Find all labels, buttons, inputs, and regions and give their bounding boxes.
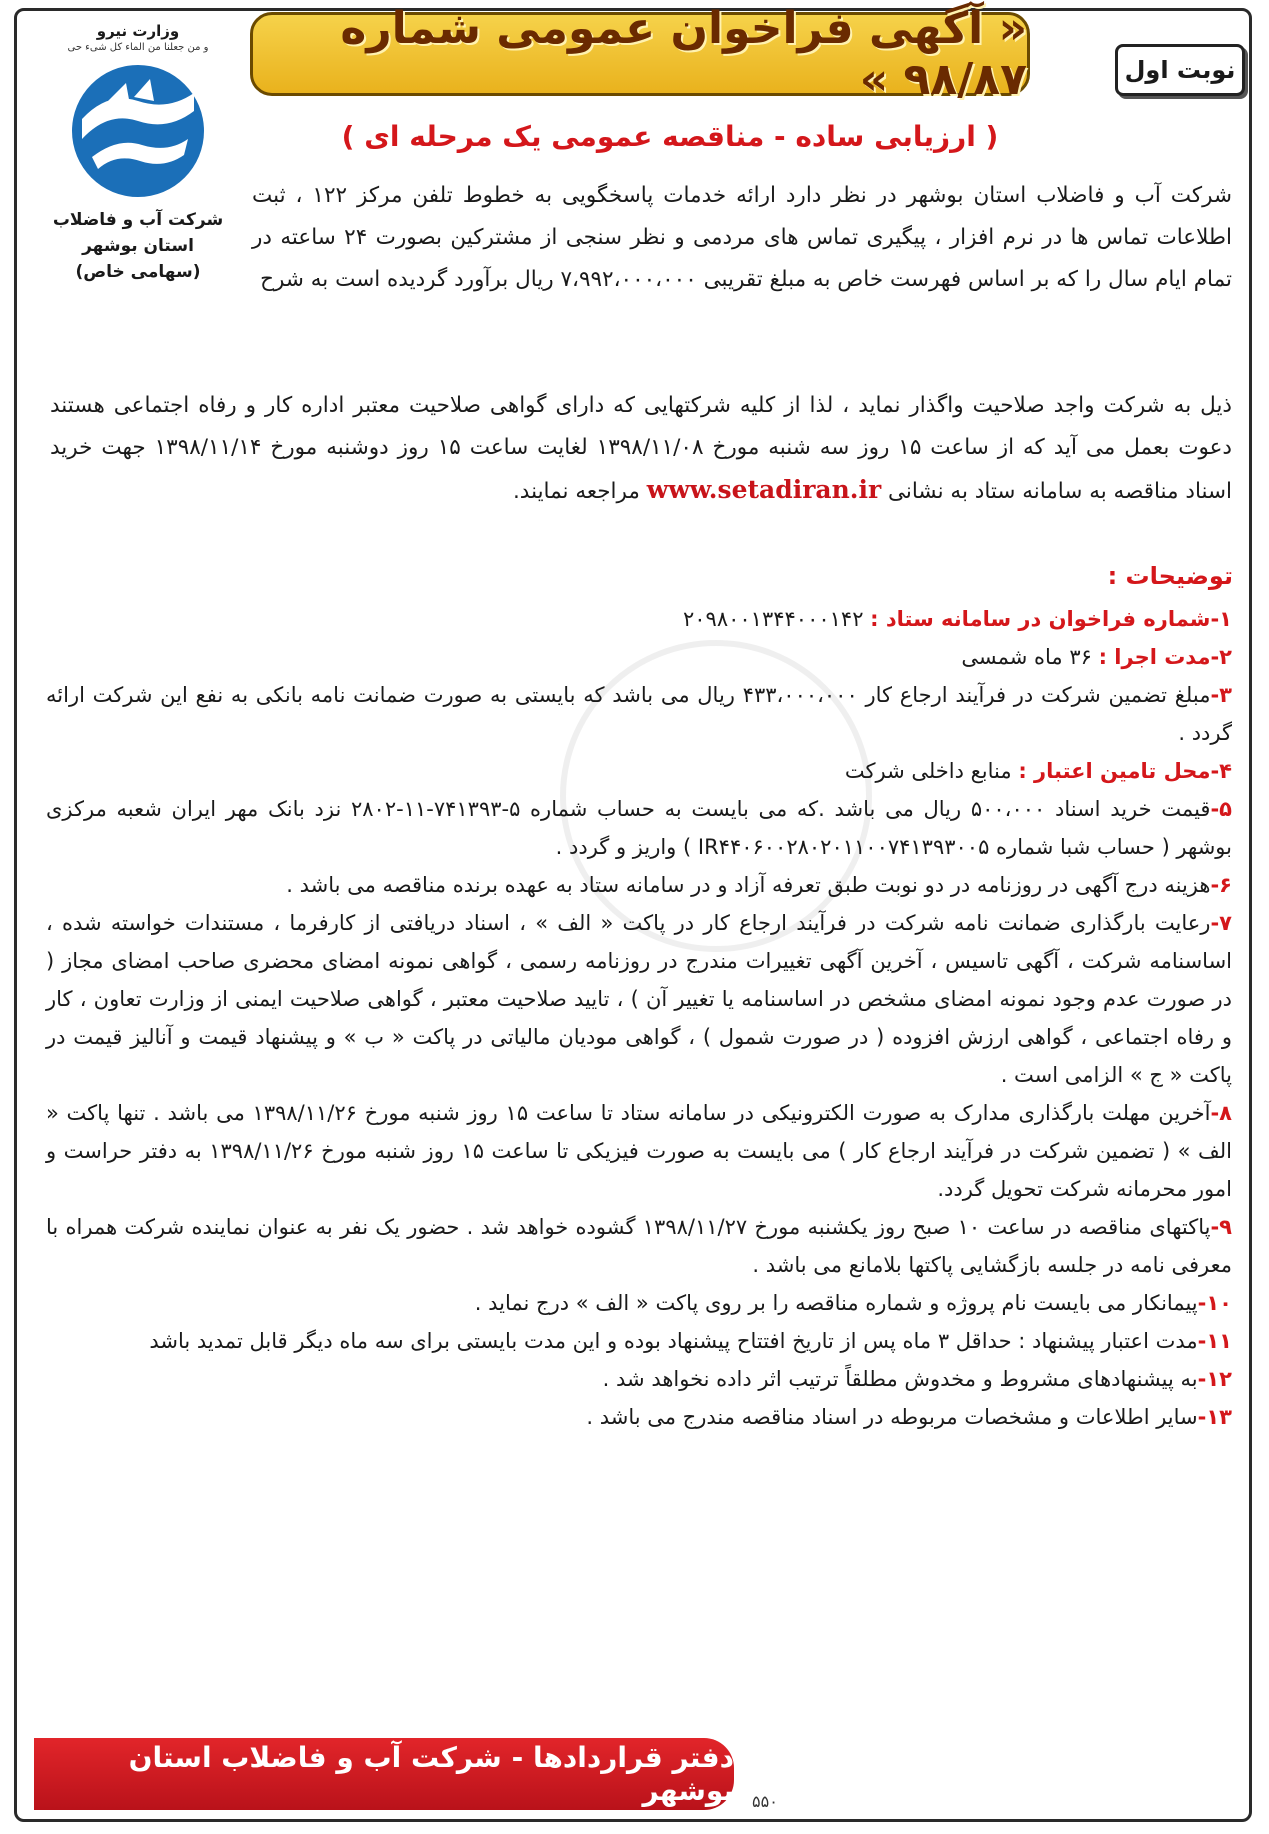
note-number: ۲- <box>1210 645 1232 669</box>
note-number: ۴- <box>1210 759 1232 783</box>
note-text: سایر اطلاعات و مشخصات مربوطه در اسناد مناقصه مندرج می باشد . <box>586 1405 1198 1429</box>
note-text: قیمت خرید اسناد ۵۰۰،۰۰۰ ریال می باشد .که می بایست به حساب شماره ۵-۷۴۱۳۹۳-۱۱-۲۸۰۲ نزد بانک مهر ایران شعبه مرکزی بوشهر ( حساب شبا شماره IR۴۴۰۶۰۰۲۸۰۲۰۱۱۰۰۷۴۱۳۹۳۰۰۵ ) واریز و گردد . <box>46 797 1232 859</box>
note-number: ۶- <box>1210 873 1232 897</box>
company-name-line3: (سهامی خاص) <box>75 262 201 282</box>
notes-heading: توضیحات : <box>1107 562 1233 590</box>
note-label: شماره فراخوان در سامانه ستاد : <box>870 607 1211 631</box>
page-number: ۵۵۰ <box>752 1792 778 1811</box>
intro-body: ذیل به شرکت واجد صلاحیت واگذار نماید ، لذا از کلیه شرکتهایی که دارای گواهی صلاحیت معتبر اداره کار و رفاه اجتماعی هستند دعوت بعمل می آید که از ساعت ۱۵ روز سه شنبه مورخ ۱۳۹۸/۱۱/۰۸ لغایت ساعت ۱۵ روز دوشنبه مورخ ۱۳۹۸/۱۱/۱۴ جهت خرید اسناد مناقصه به سامانه ستاد به نشانی <box>50 393 1232 504</box>
tender-subtitle: ( ارزیابی ساده - مناقصه عمومی یک مرحله ای ) <box>341 120 999 153</box>
note-number: ۷- <box>1210 911 1232 935</box>
note-text: به پیشنهادهای مشروط و مخدوش مطلقاً ترتیب اثر داده نخواهد شد . <box>602 1367 1198 1391</box>
note-item-9 <box>46 1208 1232 1284</box>
note-number: ۹- <box>1210 1215 1232 1239</box>
company-name-line1: شرکت آب و فاضلاب <box>52 210 224 230</box>
note-item-2 <box>46 638 1232 676</box>
intro-paragraph-2 <box>50 385 1232 513</box>
note-text: مدت اعتبار پیشنهاد : حداقل ۳ ماه پس از تاریخ افتتاح پیشنهاد بوده و این مدت بایستی برای سه ماه دیگر قابل تمدید باشد <box>149 1329 1198 1353</box>
water-company-logo-icon <box>68 61 208 201</box>
note-item-6 <box>46 866 1232 904</box>
footer-bar <box>34 1738 734 1810</box>
round-label: نوبت اول <box>1124 56 1236 84</box>
setadiran-link[interactable]: www.setadiran.ir <box>646 475 882 504</box>
page-title: « آگهی فراخوان عمومی شماره ۹۸/۸۷ » <box>340 3 1027 105</box>
note-label: مدت اجرا : <box>1098 645 1211 669</box>
note-item-11 <box>46 1322 1232 1360</box>
note-number: ۱۰- <box>1197 1291 1232 1315</box>
company-logo-block <box>38 22 238 352</box>
note-number: ۱- <box>1210 607 1232 631</box>
note-item-13 <box>46 1398 1232 1436</box>
note-item-1 <box>46 600 1232 638</box>
note-item-5 <box>46 790 1232 866</box>
note-item-3 <box>46 676 1232 752</box>
note-text: ۲۰۹۸۰۰۱۳۴۴۰۰۰۱۴۲ <box>683 607 871 631</box>
title-banner <box>250 3 1030 105</box>
ministry-name: وزارت نیرو <box>96 22 180 40</box>
note-text: پاکتهای مناقصه در ساعت ۱۰ صبح روز یکشنبه مورخ ۱۳۹۸/۱۱/۲۷ گشوده خواهد شد . حضور یک نفر به عنوان نماینده شرکت همراه با معرفی نامه در جلسه بازگشایی پاکتها بلامانع می باشد . <box>46 1215 1232 1277</box>
note-number: ۳- <box>1210 683 1232 707</box>
note-text: مبلغ تضمین شرکت در فرآیند ارجاع کار ۴۳۳،۰۰۰،۰۰۰ ریال می باشد که بایستی به صورت ضمانت نامه بانکی به نفع این شرکت ارائه گردد . <box>46 683 1232 745</box>
note-number: ۵- <box>1210 797 1232 821</box>
notes-list <box>46 600 1232 1436</box>
note-number: ۸- <box>1210 1101 1232 1125</box>
note-text: آخرین مهلت بارگذاری مدارک به صورت الکترونیکی در سامانه ستاد تا ساعت ۱۵ روز شنبه مورخ ۱۳۹۸/۱۱/۲۶ می باشد . تنها پاکت « الف » ( تضمین شرکت در فرآیند ارجاع کار ) می بایست به صورت فیزیکی تا ساعت ۱۵ روز شنبه مورخ ۱۳۹۸/۱۱/۲۶ به دفتر حراست و امور محرمانه شرکت تحویل گردد. <box>46 1101 1232 1201</box>
note-label: محل تامین اعتبار : <box>1018 759 1211 783</box>
company-name-line2: استان بوشهر <box>82 236 194 256</box>
note-item-8 <box>46 1094 1232 1208</box>
note-item-10 <box>46 1284 1232 1322</box>
intro-tail: مراجعه نمایند. <box>512 479 640 504</box>
note-text: رعایت بارگذاری ضمانت نامه شرکت در فرآیند ارجاع کار در پاکت « الف » ، اسناد دریافتی از کارفرما ، مستندات خواسته شده ، اساسنامه شرکت ، آگهی تاسیس ، آخرین آگهی تغییرات مندرج در روزنامه رسمی ، گواهی نمونه امضای محضری صاحب امضای مجاز ( در صورت عدم وجود نمونه امضای مشخص در اساسنامه یا تغییر آن ) ، تایید صلاحیت معتبر ، گواهی صلاحیت ایمنی از وزارت تعاون ، کار و رفاه اجتماعی ، گواهی ارزش افزوده ( در صورت شمول ) ، گواهی مودیان مالیاتی در پاکت « ب » و پیشنهاد قیمت و آنالیز قیمت در پاکت « ج » الزامی است . <box>46 911 1232 1087</box>
note-item-7 <box>46 904 1232 1094</box>
footer-text: دفتر قراردادها - شرکت آب و فاضلاب استان بوشهر <box>128 1741 734 1807</box>
note-item-4 <box>46 752 1232 790</box>
note-text: پیمانکار می بایست نام پروژه و شماره مناقصه را بر روی پاکت « الف » درج نماید . <box>474 1291 1198 1315</box>
intro-paragraph-1: شرکت آب و فاضلاب استان بوشهر در نظر دارد ارائه خدمات پاسخگویی به خطوط تلفن مرکز ۱۲۲ ، ثبت اطلاعات تماس ها در نرم افزار ، پیگیری تماس های مردمی و نظر سنجی از مشترکین بصورت ۲۴ ساعته در تمام ایام سال را که بر اساس فهرست خاص به مبلغ تقریبی ۷،۹۹۲،۰۰۰،۰۰۰ ریال برآورد گردیده است به شرح <box>252 183 1232 292</box>
logo-slogan: و من جعلنا من الماء کل شیء حی <box>67 42 209 53</box>
round-badge <box>1115 44 1245 96</box>
note-text: هزینه درج آگهی در روزنامه در دو نوبت طبق تعرفه آزاد و در سامانه ستاد به عهده برنده مناقصه می باشد . <box>286 873 1211 897</box>
note-number: ۱۲- <box>1197 1367 1232 1391</box>
note-text: منابع داخلی شرکت <box>844 759 1019 783</box>
note-number: ۱۳- <box>1197 1405 1232 1429</box>
note-number: ۱۱- <box>1197 1329 1232 1353</box>
note-text: ۳۶ ماه شمسی <box>961 645 1099 669</box>
note-item-12 <box>46 1360 1232 1398</box>
